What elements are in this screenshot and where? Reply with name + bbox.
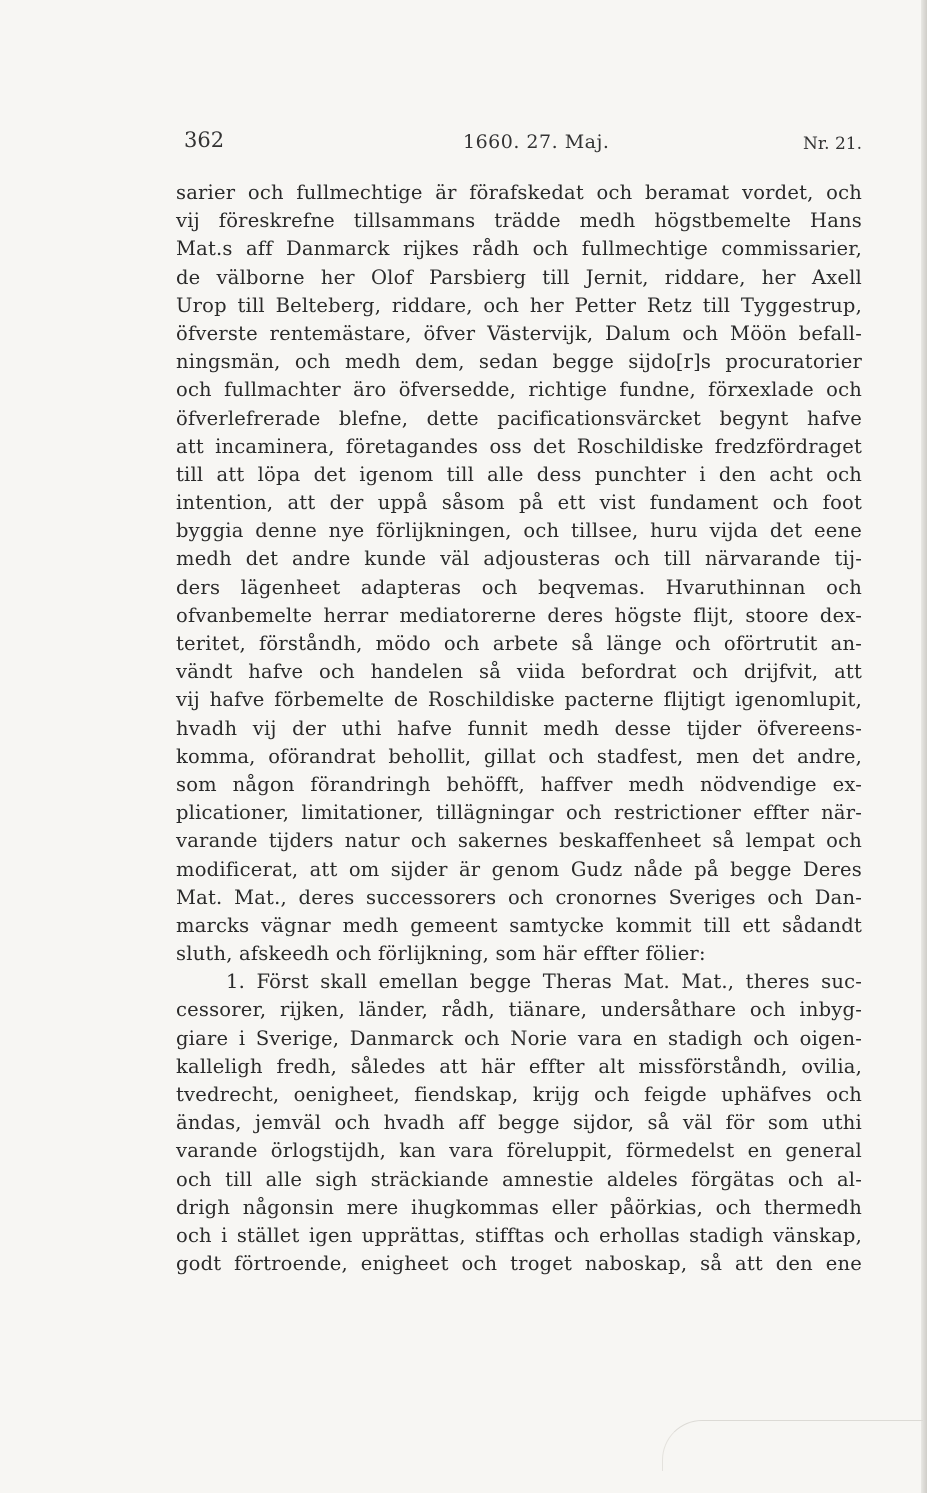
text-line: cessorer, rijken, länder, rådh, tiänare, undersåthare och inbyg- xyxy=(176,998,862,1022)
text-line: vändt hafve och handelen så viida befordrat och drijfvit, att xyxy=(176,660,862,684)
text-line: Mat.s aff Danmarck rijkes rådh och fullmechtige commissarier, xyxy=(176,237,862,261)
body-text xyxy=(176,179,862,1278)
text-line: ofvanbemelte herrar mediatorerne deres högste flijt, stoore dex- xyxy=(176,603,862,627)
text-line: Mat. Mat., deres successorers och cronornes Sveriges och Dan- xyxy=(176,885,862,909)
text-line: varande tijders natur och sakernes beskaffenheet så lempat och xyxy=(176,829,862,853)
text-line: och fullmachter äro öfversedde, richtige fundne, förxexlade och xyxy=(176,378,862,402)
page-header xyxy=(184,128,862,158)
text-line: marcks vägnar medh gemeent samtycke kommit till ett sådandt xyxy=(176,913,862,937)
text-line: teritet, förståndh, mödo och arbete så länge och oförtrutit an- xyxy=(176,632,862,655)
text-line: till att löpa det igenom till alle dess punchter i den acht och xyxy=(176,462,862,486)
text-line: öfverlefrerade blefne, dette pacificationsvärcket begynt hafve xyxy=(176,406,862,430)
text-line: ningsmän, och medh dem, sedan begge sijdo[r]s procuratorier xyxy=(176,350,862,374)
text-line: komma, oförandrat behollit, gillat och stadfest, men det andre, xyxy=(176,744,862,768)
text-line: sluth, afskeedh och förlijkning, som här effter fölier: xyxy=(176,942,706,966)
text-line: tvedrecht, oenigheet, fiendskap, krijg och feigde uphäfves och xyxy=(176,1083,862,1106)
text-line: kalleligh fredh, således att här effter alt missförståndh, ovilia, xyxy=(176,1054,862,1078)
document-number: Nr. 21. xyxy=(803,134,862,154)
text-line: Urop till Belteberg, riddare, och her Petter Retz till Tyggestrup, xyxy=(176,293,862,317)
text-line: medh det andre kunde väl adjousteras och till närvarande tij- xyxy=(176,547,862,571)
text-line: vij föreskrefne tillsammans trädde medh högstbemelte Hans xyxy=(176,209,862,233)
text-line: intention, att der uppå såsom på ett vist fundament och foot xyxy=(176,491,862,515)
text-line: ändas, jemväl och hvadh aff begge sijdor, så väl för som uthi xyxy=(176,1111,862,1135)
text-line-paragraph-start: 1. Först skall emellan begge Theras Mat. Mat., theres suc- xyxy=(226,970,862,994)
text-line: modificerat, att om sijder är genom Gudz nåde på begge Deres xyxy=(176,857,862,881)
text-line: sarier och fullmechtige är förafskedat och beramat vordet, och xyxy=(176,181,862,204)
text-line: som någon förandringh behöfft, haffver medh nödvendige ex- xyxy=(176,772,862,796)
text-line: byggia denne nye förlijkningen, och tillsee, huru vijda det eene xyxy=(176,519,862,543)
text-line: hvadh vij der uthi hafve funnit medh desse tijder öfvereens- xyxy=(176,716,862,740)
text-line: varande örlogstijdh, kan vara föreluppit, förmedelst en general xyxy=(176,1139,862,1163)
text-line: de välborne her Olof Parsbierg till Jernit, riddare, her Axell xyxy=(176,265,862,289)
text-line: godt förtroende, enigheet och troget naboskap, så att den ene xyxy=(176,1252,862,1276)
text-line: drigh någonsin mere ihugkommas eller påörkias, och thermedh xyxy=(176,1195,862,1219)
page-curl-shadow xyxy=(662,1420,923,1471)
text-line: öfverste rentemästare, öfver Västervijk, Dalum och Möön befall- xyxy=(176,321,862,345)
text-line: vij hafve förbemelte de Roschildiske pacterne flijtigt igenomlupit, xyxy=(176,688,862,712)
text-line: giare i Sverige, Danmarck och Norie vara en stadigh och oigen- xyxy=(176,1026,862,1050)
text-line: och i stället igen upprättas, stifftas och erhollas stadigh vänskap, xyxy=(176,1223,862,1247)
header-date: 1660. 27. Maj. xyxy=(463,131,610,153)
text-line: ders lägenheet adapteras och beqvemas. Hvaruthinnan och xyxy=(176,575,862,599)
text-line: och till alle sigh sträckiande amnestie aldeles förgätas och al- xyxy=(176,1167,862,1191)
page-number: 362 xyxy=(184,128,225,152)
text-line: plicationer, limitationer, tillägningar och restrictioner effter när- xyxy=(176,801,862,825)
text-line: att incaminera, företagandes oss det Roschildiske fredzfördraget xyxy=(176,434,862,458)
page-edge xyxy=(921,0,927,1493)
